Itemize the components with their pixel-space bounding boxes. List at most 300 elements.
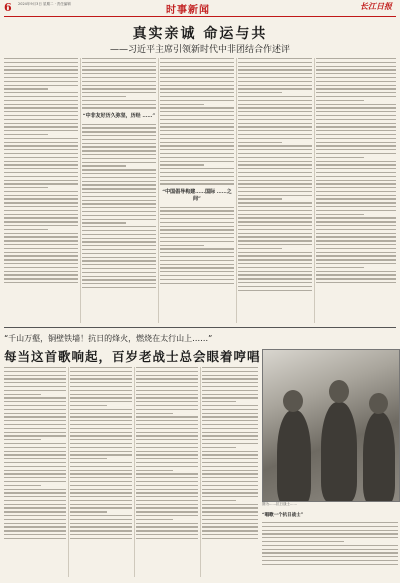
text-line (202, 515, 258, 516)
text-line (238, 153, 312, 154)
text-line (82, 192, 156, 193)
text-line (238, 107, 312, 108)
text-line (82, 287, 156, 288)
text-line (136, 428, 198, 429)
text-line (262, 545, 398, 546)
text-line (4, 515, 66, 516)
text-line (238, 286, 312, 287)
text-line (82, 158, 156, 159)
text-line (238, 62, 312, 63)
text-line (136, 496, 198, 497)
text-line (238, 271, 312, 272)
text-line (82, 245, 156, 246)
text-line (82, 77, 156, 78)
text-line (160, 260, 234, 261)
text-line (238, 92, 282, 93)
text-line (136, 492, 198, 493)
text-line (70, 534, 132, 535)
text-line (202, 443, 258, 444)
text-line (4, 432, 66, 433)
text-line (4, 69, 78, 70)
text-line (4, 66, 78, 67)
column-divider (68, 367, 69, 577)
text-line (82, 234, 156, 235)
text-line (4, 183, 78, 184)
text-line (238, 282, 312, 283)
text-line (262, 526, 398, 527)
text-line (238, 202, 312, 203)
text-line (4, 225, 78, 226)
text-line (316, 278, 396, 279)
text-line (4, 248, 78, 249)
text-line (82, 69, 156, 70)
text-line (202, 424, 258, 425)
text-line (4, 278, 78, 279)
text-line (4, 435, 66, 436)
text-line (160, 241, 234, 242)
text-line (202, 390, 258, 391)
text-line (136, 378, 198, 379)
text-line (70, 397, 132, 398)
text-line (202, 534, 258, 535)
lead-subheading: “中国倡导构建……国际 ……之间” (162, 188, 232, 202)
text-line (202, 413, 258, 414)
text-line (238, 255, 312, 256)
text-line (238, 119, 312, 120)
second-column-4 (202, 367, 258, 542)
text-line (316, 126, 396, 127)
text-line (4, 172, 78, 173)
text-line (82, 219, 156, 220)
text-line (70, 519, 132, 520)
text-line (316, 111, 396, 112)
text-line (202, 416, 258, 417)
text-line (202, 386, 258, 387)
text-line (238, 183, 312, 184)
text-line (136, 375, 198, 376)
text-line (4, 507, 66, 508)
text-line (238, 267, 312, 268)
text-line (82, 146, 156, 147)
text-line (160, 66, 234, 67)
text-line (160, 233, 234, 234)
text-line (82, 253, 156, 254)
text-line (316, 104, 396, 105)
text-line (202, 378, 258, 379)
text-line (4, 119, 78, 120)
text-line (70, 470, 132, 471)
text-line (82, 207, 156, 208)
text-line (238, 104, 312, 105)
text-line (136, 447, 198, 448)
text-line (70, 473, 132, 474)
text-line (160, 145, 234, 146)
text-line (202, 538, 258, 539)
text-line (136, 530, 198, 531)
text-line (4, 390, 66, 391)
text-line (136, 504, 198, 505)
text-line (4, 142, 78, 143)
text-line (4, 443, 66, 444)
text-line (238, 274, 312, 275)
text-line (70, 435, 132, 436)
text-line (136, 477, 198, 478)
text-line (316, 244, 396, 245)
text-line (238, 210, 312, 211)
text-line (316, 214, 364, 215)
text-line (82, 279, 156, 280)
text-line (238, 290, 312, 291)
lead-column-2 (82, 58, 156, 291)
text-line (4, 466, 66, 467)
text-line (70, 504, 132, 505)
text-line (238, 172, 312, 173)
text-line (70, 481, 132, 482)
text-line (202, 466, 258, 467)
text-line (160, 172, 234, 173)
text-line (4, 195, 78, 196)
text-line (202, 473, 258, 474)
text-line (238, 96, 312, 97)
text-line (136, 538, 198, 539)
text-line (136, 367, 198, 368)
text-line (160, 81, 234, 82)
text-line (4, 382, 66, 383)
text-line (70, 526, 132, 527)
text-line (316, 69, 396, 70)
text-line (160, 256, 234, 257)
text-line (202, 401, 236, 402)
text-line (136, 451, 198, 452)
lead-subheadline: ——习近平主席引领新时代中非团结合作述评 (109, 45, 290, 55)
text-line (82, 200, 156, 201)
text-line (202, 458, 258, 459)
text-line (316, 92, 396, 93)
text-line (316, 153, 396, 154)
text-line (136, 462, 198, 463)
text-line (238, 161, 312, 162)
text-line (4, 240, 78, 241)
lead-column-1 (4, 58, 78, 286)
text-line (82, 272, 156, 273)
text-line (4, 424, 66, 425)
text-line (136, 515, 198, 516)
text-line (4, 271, 78, 272)
masthead-rule (4, 16, 396, 17)
text-line (4, 401, 66, 402)
text-line (262, 537, 398, 538)
text-line (202, 375, 258, 376)
text-line (136, 519, 173, 520)
text-line (70, 447, 132, 448)
text-line (316, 198, 396, 199)
text-line (160, 142, 234, 143)
text-line (82, 58, 156, 59)
text-line (136, 386, 198, 387)
text-line (160, 229, 234, 230)
column-divider (236, 58, 237, 323)
text-line (4, 397, 66, 398)
text-line (160, 180, 234, 181)
text-line (238, 145, 312, 146)
text-line (82, 135, 156, 136)
text-line (238, 85, 312, 86)
text-line (202, 526, 258, 527)
masthead (0, 0, 400, 16)
text-line (238, 229, 312, 230)
text-line (238, 164, 312, 165)
text-line (70, 390, 132, 391)
column-divider (158, 58, 159, 323)
second-story-headline: 每当这首歌响起，百岁老战士总会眼着哼唱 (4, 349, 261, 364)
text-line (316, 149, 396, 150)
text-line (4, 282, 78, 283)
text-line (82, 127, 156, 128)
text-line (262, 541, 344, 542)
text-line (4, 85, 78, 86)
text-line (238, 126, 312, 127)
text-line (82, 100, 156, 101)
text-line (82, 249, 156, 250)
text-line (70, 489, 132, 490)
text-line (70, 538, 132, 539)
text-line (4, 210, 78, 211)
text-line (316, 88, 396, 89)
text-line (316, 58, 396, 59)
text-line (4, 92, 78, 93)
text-line (4, 221, 78, 222)
text-line (202, 420, 258, 421)
text-line (160, 237, 234, 238)
text-line (202, 367, 258, 368)
text-line (70, 394, 132, 395)
text-line (4, 145, 78, 146)
text-line (160, 134, 234, 135)
text-line (238, 225, 312, 226)
text-line (70, 477, 132, 478)
text-line (316, 267, 364, 268)
text-line (82, 154, 156, 155)
text-line (238, 66, 312, 67)
text-line (4, 538, 66, 539)
text-line (316, 229, 396, 230)
text-line (82, 73, 156, 74)
text-line (82, 184, 156, 185)
text-line (316, 183, 396, 184)
text-line (136, 507, 198, 508)
text-line (316, 195, 396, 196)
text-line (316, 66, 396, 67)
text-line (4, 214, 78, 215)
text-line (160, 176, 234, 177)
text-line (4, 96, 78, 97)
text-line (202, 500, 236, 501)
text-line (82, 222, 126, 223)
text-line (136, 416, 198, 417)
text-line (160, 279, 234, 280)
text-line (70, 443, 132, 444)
text-line (4, 504, 66, 505)
text-line (316, 202, 396, 203)
text-line (82, 124, 156, 125)
text-line (4, 413, 66, 414)
text-line (4, 496, 66, 497)
text-line (316, 161, 396, 162)
text-line (4, 409, 66, 410)
text-line (316, 210, 396, 211)
text-line (82, 264, 156, 265)
text-line (238, 73, 312, 74)
text-line (202, 496, 258, 497)
text-line (4, 416, 66, 417)
text-line (82, 181, 156, 182)
second-column-5 (262, 522, 398, 568)
section-title: 时事新闻 (166, 5, 210, 16)
text-line (160, 168, 234, 169)
text-line (160, 73, 234, 74)
text-line (70, 382, 132, 383)
text-line (238, 263, 312, 264)
text-line (4, 206, 78, 207)
text-line (160, 157, 234, 158)
text-line (262, 530, 398, 531)
text-line (238, 278, 312, 279)
text-line (70, 466, 132, 467)
text-line (238, 221, 312, 222)
text-line (4, 259, 78, 260)
text-line (238, 236, 312, 237)
text-line (202, 519, 258, 520)
text-line (136, 424, 198, 425)
text-line (136, 390, 198, 391)
text-line (4, 77, 78, 78)
text-line (70, 496, 132, 497)
text-line (160, 69, 234, 70)
text-line (160, 252, 234, 253)
text-line (238, 240, 312, 241)
text-line (316, 62, 396, 63)
text-line (202, 462, 258, 463)
text-line (238, 214, 312, 215)
text-line (238, 198, 282, 199)
text-line (160, 226, 234, 227)
second-column-2 (70, 367, 132, 542)
text-line (136, 534, 198, 535)
text-line (4, 252, 78, 253)
text-line (4, 519, 66, 520)
text-line (238, 115, 312, 116)
text-line (4, 485, 41, 486)
text-line (70, 523, 132, 524)
text-line (238, 77, 312, 78)
text-line (136, 439, 198, 440)
text-line (202, 432, 258, 433)
text-line (262, 522, 398, 523)
page-number: 6 (4, 1, 12, 14)
text-line (316, 180, 396, 181)
text-line (262, 552, 398, 553)
lead-subheading: “中非友好历久弥坚，历经 ……” (82, 112, 156, 119)
text-line (70, 492, 132, 493)
lead-column-4 (238, 58, 312, 293)
text-line (4, 523, 66, 524)
historical-photo (262, 349, 400, 502)
text-line (202, 511, 258, 512)
text-line (316, 259, 396, 260)
text-line (316, 236, 396, 237)
text-line (82, 104, 156, 105)
text-line (262, 564, 398, 565)
text-line (160, 248, 234, 249)
text-line (70, 511, 107, 512)
text-line (4, 81, 78, 82)
text-line (160, 283, 234, 284)
text-line (160, 107, 234, 108)
text-line (160, 153, 234, 154)
text-line (202, 470, 258, 471)
text-line (160, 111, 234, 112)
text-line (70, 401, 132, 402)
text-line (70, 420, 132, 421)
lead-column-3 (160, 58, 234, 286)
text-line (238, 176, 312, 177)
text-line (70, 416, 132, 417)
text-line (316, 96, 396, 97)
column-divider (200, 367, 201, 577)
text-line (4, 439, 41, 440)
text-line (4, 367, 66, 368)
text-line (82, 226, 156, 227)
text-line (202, 451, 258, 452)
text-line (4, 492, 66, 493)
text-line (136, 489, 198, 490)
text-line (4, 481, 66, 482)
column-divider (134, 367, 135, 577)
text-line (316, 172, 396, 173)
text-line (238, 157, 312, 158)
text-line (160, 104, 204, 105)
text-line (70, 371, 132, 372)
text-line (238, 168, 312, 169)
text-line (136, 473, 198, 474)
text-line (4, 123, 78, 124)
text-line (160, 149, 234, 150)
text-line (238, 259, 312, 260)
text-line (70, 428, 132, 429)
text-line (316, 134, 396, 135)
text-line (160, 130, 234, 131)
text-line (4, 233, 78, 234)
text-line (136, 394, 198, 395)
text-line (238, 111, 312, 112)
text-line (316, 123, 396, 124)
text-line (316, 164, 396, 165)
lead-column-5 (316, 58, 396, 286)
text-line (136, 409, 198, 410)
text-line (316, 77, 396, 78)
text-line (82, 211, 156, 212)
text-line (316, 191, 396, 192)
text-line (202, 382, 258, 383)
text-line (136, 458, 198, 459)
text-line (136, 397, 198, 398)
text-line (160, 218, 234, 219)
text-line (136, 485, 198, 486)
text-line (160, 207, 234, 208)
text-line (136, 466, 198, 467)
text-line (160, 115, 234, 116)
text-line (4, 405, 66, 406)
